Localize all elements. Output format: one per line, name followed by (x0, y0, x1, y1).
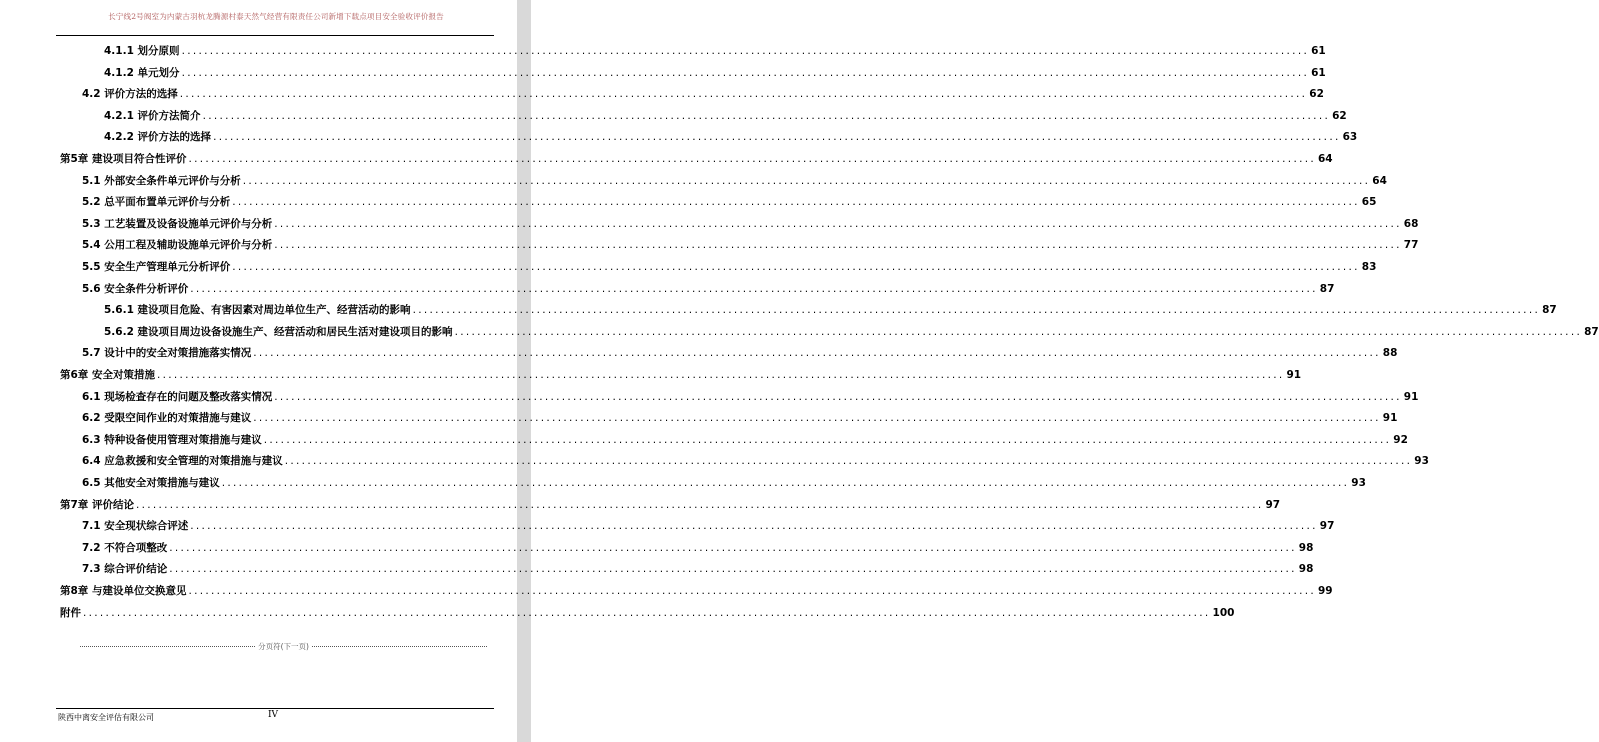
toc-entry-label: 6.3 特种设备使用管理对策措施与建议 (82, 433, 262, 446)
toc-entry[interactable] (82, 195, 1377, 209)
toc-entry-page: 68 (1403, 217, 1419, 230)
toc-entry-page: 98 (1298, 563, 1314, 576)
toc-entry-page: 87 (1319, 282, 1335, 295)
toc-entry-label: 5.6.2 建设项目周边设备设施生产、经营活动和居民生活对建设项目的影响 (104, 325, 453, 338)
toc-entry[interactable] (82, 217, 1419, 231)
toc-leader-dots: ........................................................................................................................................................................................................ (242, 174, 1371, 187)
toc-entry-label: 5.6.1 建设项目危险、有害因素对周边单位生产、经营活动的影响 (104, 304, 411, 317)
toc-entry-label: 5.4 公用工程及辅助设施单元评价与分析 (82, 239, 273, 252)
toc-leader-dots: ........................................................................................................................................................................................................ (232, 261, 1360, 273)
toc-entry-page: 61 (1311, 66, 1326, 79)
toc-entry-label: 6.1 现场检查存在的问题及整改落实情况 (82, 390, 273, 403)
footer-rule (56, 708, 494, 709)
toc-entry[interactable] (60, 152, 1333, 166)
toc-leader-dots: ........................................................................................................................................................................................................ (263, 433, 1392, 446)
toc-leader-dots: ........................................................................................................................................................................................................ (253, 347, 1381, 360)
page-break-dots-right (312, 646, 487, 647)
page-break-marker (80, 641, 487, 651)
toc-entry[interactable] (60, 606, 1235, 620)
toc-entry-label: 6.2 受限空间作业的对策措施与建议 (82, 412, 252, 425)
toc-entry-label: 第5章 建设项目符合性评价 (60, 153, 187, 165)
toc-leader-dots: ........................................................................................................................................................................................................ (169, 563, 1297, 576)
toc-entry[interactable] (104, 44, 1326, 58)
page-header: 长宁线2号阀室为内蒙古羽杭龙腾源村泰天然气经营有限责任公司新增下载点项目安全验收评价报告 (108, 12, 444, 21)
toc-entry-page: 100 (1212, 606, 1235, 619)
toc-entry-page: 93 (1351, 477, 1366, 489)
toc-leader-dots: ........................................................................................................................................................................................................ (274, 390, 1402, 403)
toc-entry-page: 88 (1382, 347, 1398, 360)
toc-entry-label: 4.2.1 评价方法简介 (104, 109, 201, 122)
header-rule (56, 35, 494, 36)
toc-entry[interactable] (104, 66, 1326, 80)
page-break-label: 分页符(下一页) (258, 641, 309, 651)
toc-entry-page: 61 (1311, 45, 1326, 57)
toc-entry[interactable] (60, 498, 1281, 512)
footer-page-number: IV (268, 710, 279, 720)
toc-entry[interactable] (82, 454, 1429, 468)
toc-leader-dots: ........................................................................................................................................................................................................ (232, 196, 1360, 209)
toc-entry[interactable] (82, 346, 1398, 360)
toc-entry-page: 77 (1403, 239, 1419, 252)
toc-entry[interactable] (104, 109, 1347, 123)
toc-entry[interactable] (82, 411, 1398, 425)
toc-leader-dots: ........................................................................................................................................................................................................ (188, 153, 1316, 165)
toc-entry-page: 92 (1393, 433, 1408, 446)
toc-leader-dots: ........................................................................................................................................................................................................ (202, 109, 1331, 122)
toc-leader-dots: ........................................................................................................................................................................................................ (156, 369, 1285, 381)
toc-entry-page: 62 (1309, 88, 1324, 101)
toc-entry-page: 93 (1414, 455, 1429, 468)
toc-leader-dots: ........................................................................................................................................................................................................ (83, 606, 1211, 619)
toc-entry[interactable] (82, 282, 1335, 296)
footer-company: 陕西中离安全评估有限公司 (58, 713, 154, 722)
toc-leader-dots: ........................................................................................................................................................................................................ (181, 66, 1310, 79)
toc-entry-label: 6.5 其他安全对策措施与建议 (82, 477, 220, 489)
toc-entry-label: 4.1.1 划分原则 (104, 45, 180, 57)
toc-entry-label: 4.1.2 单元划分 (104, 66, 180, 79)
toc-entry[interactable] (82, 476, 1366, 490)
toc-entry-page: 83 (1361, 261, 1377, 273)
toc-entry-page: 64 (1372, 174, 1387, 187)
toc-entry[interactable] (82, 433, 1408, 447)
toc-entry-page: 63 (1342, 131, 1358, 144)
toc-entry-page: 97 (1265, 498, 1281, 511)
toc-entry[interactable] (82, 174, 1387, 188)
toc-entry-page: 97 (1319, 520, 1335, 533)
toc-entry[interactable] (60, 584, 1333, 598)
toc-entry[interactable] (104, 325, 1599, 339)
toc-leader-dots: ........................................................................................................................................................................................................ (213, 131, 1341, 144)
toc-entry-page: 91 (1286, 369, 1302, 381)
toc-leader-dots: ........................................................................................................................................................................................................ (169, 541, 1297, 554)
toc-entry[interactable] (82, 519, 1335, 533)
toc-entry-page: 64 (1318, 153, 1333, 165)
toc-entry-label: 第6章 安全对策措施 (60, 369, 155, 381)
toc-entry[interactable] (104, 130, 1358, 144)
toc-leader-dots: ........................................................................................................................................................................................................ (179, 88, 1308, 101)
toc-entry-label: 7.2 不符合项整改 (82, 541, 168, 554)
toc-leader-dots: ........................................................................................................................................................................................................ (274, 239, 1402, 252)
toc-leader-dots: ........................................................................................................................................................................................................ (181, 45, 1310, 57)
toc-entry[interactable] (60, 368, 1302, 382)
toc-leader-dots: ........................................................................................................................................................................................................ (221, 477, 1350, 489)
toc-leader-dots: ........................................................................................................................................................................................................ (188, 585, 1316, 597)
toc-entry-label: 7.1 安全现状综合评述 (82, 520, 189, 533)
toc-entry[interactable] (82, 260, 1377, 274)
toc-leader-dots: ........................................................................................................................................................................................................ (412, 304, 1541, 317)
toc-entry-label: 6.4 应急救援和安全管理的对策措施与建议 (82, 455, 283, 468)
toc-entry[interactable] (82, 562, 1314, 576)
toc-entry-label: 5.3 工艺装置及设备设施单元评价与分析 (82, 217, 273, 230)
toc-entry-label: 7.3 综合评价结论 (82, 563, 168, 576)
toc-entry-page: 99 (1318, 585, 1333, 597)
toc-entry-page: 98 (1298, 541, 1314, 554)
toc-entry[interactable] (82, 541, 1314, 555)
toc-entry-page: 87 (1542, 304, 1557, 317)
toc-entry-page: 62 (1332, 109, 1347, 122)
toc-leader-dots: ........................................................................................................................................................................................................ (253, 412, 1381, 425)
toc-entry-page: 87 (1584, 325, 1599, 338)
toc-entry[interactable] (82, 238, 1419, 252)
toc-leader-dots: ........................................................................................................................................................................................................ (284, 455, 1413, 468)
page-break-dots-left (80, 646, 255, 647)
toc-entry-label: 5.6 安全条件分析评价 (82, 282, 189, 295)
toc-entry-label: 5.7 设计中的安全对策措施落实情况 (82, 347, 252, 360)
toc-entry[interactable] (82, 390, 1419, 404)
toc-entry-page: 65 (1361, 196, 1377, 209)
toc-entry-label: 5.2 总平面布置单元评价与分析 (82, 196, 231, 209)
toc-leader-dots: ........................................................................................................................................................................................................ (135, 498, 1264, 511)
toc-entry-label: 5.5 安全生产管理单元分析评价 (82, 261, 231, 273)
toc-leader-dots: ........................................................................................................................................................................................................ (190, 520, 1318, 533)
toc-leader-dots: ........................................................................................................................................................................................................ (454, 325, 1583, 338)
toc-entry-label: 4.2 评价方法的选择 (82, 88, 178, 101)
toc-entry-page: 91 (1382, 412, 1398, 425)
toc-entry-label: 第8章 与建设单位交换意见 (60, 585, 187, 597)
toc-entry-label: 附件 (60, 606, 81, 619)
toc-entry-label: 5.1 外部安全条件单元评价与分析 (82, 174, 241, 187)
toc-entry-page: 91 (1403, 390, 1419, 403)
toc-entry-label: 第7章 评价结论 (60, 498, 134, 511)
toc-entry[interactable] (82, 87, 1324, 101)
toc-entry[interactable] (104, 303, 1557, 317)
toc-leader-dots: ........................................................................................................................................................................................................ (190, 282, 1318, 295)
toc-entry-label: 4.2.2 评价方法的选择 (104, 131, 212, 144)
toc-leader-dots: ........................................................................................................................................................................................................ (274, 217, 1402, 230)
